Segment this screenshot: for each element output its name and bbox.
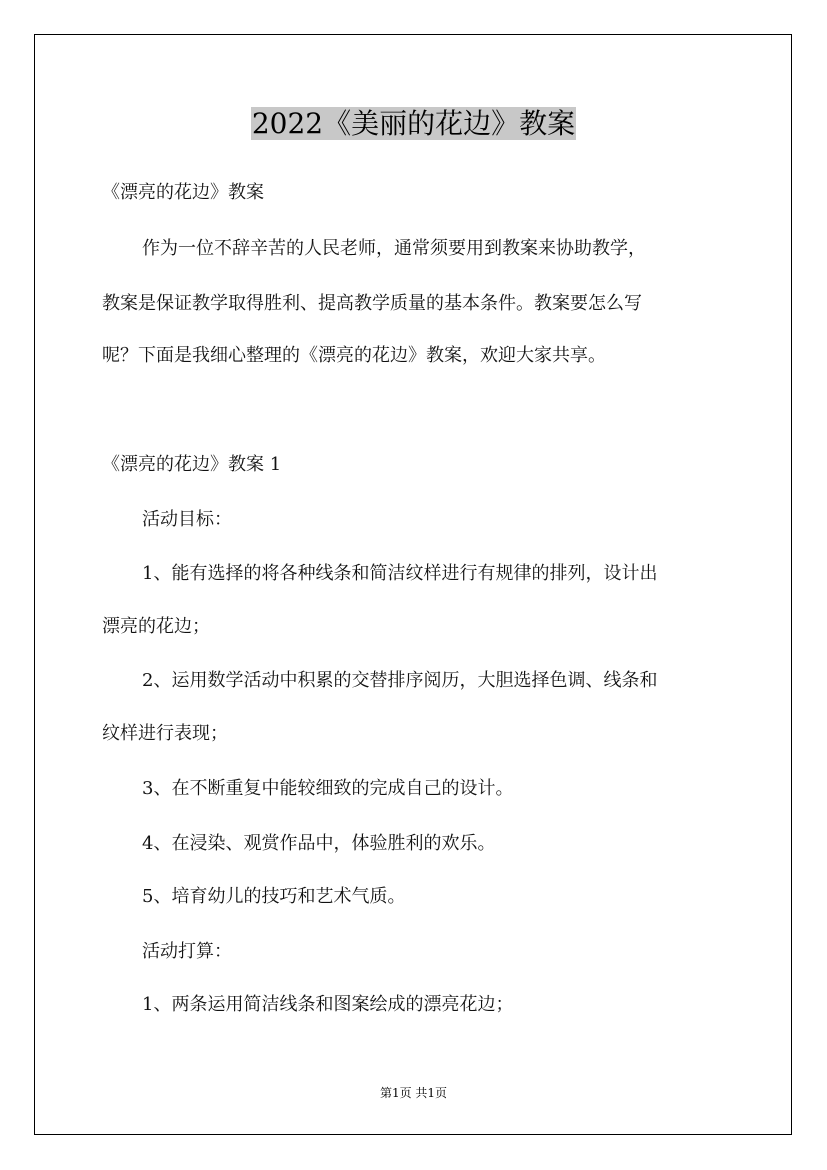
paragraph-line: 4、在浸染、观赏作品中，体验胜利的欢乐。 (142, 833, 496, 854)
paragraph-line: 2、运用数学活动中积累的交替排序阅历，大胆选择色调、线条和 (142, 670, 658, 691)
document-title (0, 102, 827, 142)
paragraph-line: 1、能有选择的将各种线条和简洁纹样进行有规律的排列，设计出 (142, 563, 658, 584)
paragraph-line: 3、在不断重复中能较细致的完成自己的设计。 (142, 778, 514, 799)
paragraph-line: 5、培育幼儿的技巧和艺术气质。 (142, 886, 406, 907)
paragraph-line: 漂亮的花边； (102, 616, 210, 637)
paragraph-line: 活动打算： (142, 941, 232, 962)
section-heading: 《漂亮的花边》教案 1 (102, 454, 282, 475)
paragraph-line: 活动目标： (142, 509, 232, 530)
page-footer: 第1页 共1页 (379, 1086, 448, 1100)
paragraph-line: 教案是保证教学取得胜利、提高教学质量的基本条件。教案要怎么写 (102, 293, 642, 314)
paragraph-line: 呢？下面是我细心整理的《漂亮的花边》教案，欢迎大家共享。 (102, 345, 606, 366)
subtitle-line: 《漂亮的花边》教案 (102, 182, 264, 203)
paragraph-line: 作为一位不辞辛苦的人民老师，通常须要用到教案来协助教学， (142, 238, 646, 259)
document-title-text: 2022《美丽的花边》教案 (251, 107, 576, 140)
paragraph-line: 1、两条运用简洁线条和图案绘成的漂亮花边； (142, 994, 514, 1015)
paragraph-line: 纹样进行表现； (102, 723, 228, 744)
